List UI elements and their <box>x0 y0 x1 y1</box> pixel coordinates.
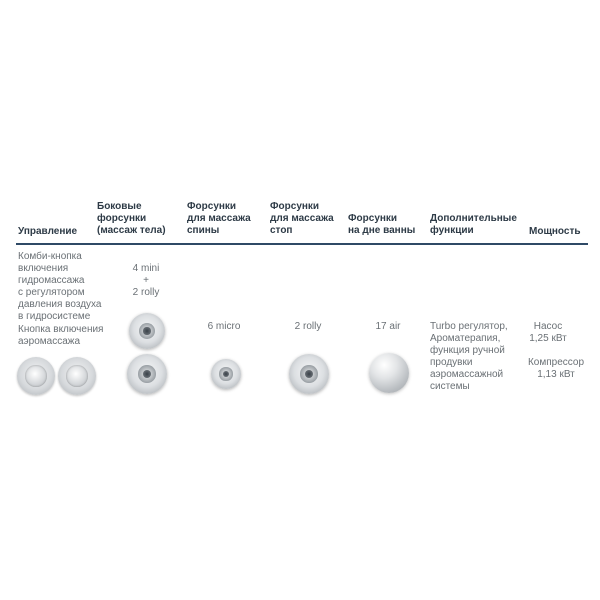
header-control: Управление <box>18 226 78 237</box>
header-feet-line3: стоп <box>270 225 293 236</box>
feet-jets-count: 2 rolly <box>294 321 322 332</box>
compressor-label: Компрессор <box>527 357 585 368</box>
rolly-jet-icon <box>127 354 167 394</box>
combo-line: Комби-кнопка <box>18 251 82 262</box>
header-feet-line1: Форсунки <box>270 201 320 212</box>
micro-jet-icon <box>211 359 241 389</box>
header-rule <box>16 243 588 245</box>
rolly-feet-jet-icon <box>289 354 329 394</box>
extra-line: Turbo регулятор, <box>430 321 508 332</box>
combo-line: включения <box>18 263 69 274</box>
combo-line: давления воздуха <box>18 299 102 310</box>
header-back-line3: спины <box>187 225 220 236</box>
header-feet-jets <box>270 201 334 237</box>
mini-jet-core <box>143 327 150 334</box>
extra-line: аэромассажной <box>430 369 504 380</box>
aero-line: аэромассажа <box>18 336 81 347</box>
aero-button-icon <box>58 357 96 395</box>
pump-power <box>518 321 578 345</box>
combo-line: с регулятором <box>18 287 85 298</box>
header-power: Мощность <box>529 226 581 237</box>
combo-line: гидромассажа <box>18 275 85 286</box>
combo-button-icon <box>17 357 55 395</box>
header-back-jets <box>187 201 251 237</box>
header-bottom-line1: Форсунки <box>348 213 398 224</box>
rolly-jet-core <box>143 370 151 378</box>
combo-button-face <box>25 365 46 386</box>
header-back-line2: для массажа <box>187 213 251 224</box>
header-bottom-line2: на дне ванны <box>348 225 416 236</box>
mini-jet-icon <box>129 313 165 349</box>
compressor-value: 1,13 кВт <box>537 369 575 380</box>
combo-line: в гидросистеме <box>18 311 91 322</box>
pump-label: Насос <box>533 321 563 332</box>
extra-line: продувки <box>430 357 473 368</box>
pump-value: 1,25 кВт <box>529 333 567 344</box>
back-jets-count: 6 micro <box>207 321 241 332</box>
aero-button-description <box>18 324 103 348</box>
air-jet-icon <box>369 353 409 393</box>
header-side-line2: форсунки <box>97 213 147 224</box>
extra-line: Ароматерапия, <box>430 333 501 344</box>
aero-button-face <box>66 365 87 386</box>
header-bottom-jets <box>348 213 415 237</box>
header-side-line1: Боковые <box>97 201 142 212</box>
header-back-line1: Форсунки <box>187 201 237 212</box>
side-count-line1: 4 mini <box>132 263 160 274</box>
header-side-line3: (массаж тела) <box>97 225 166 236</box>
micro-jet-core <box>223 371 229 377</box>
side-count-line2: + <box>143 275 149 286</box>
extra-line: функция ручной <box>430 345 505 356</box>
rolly-feet-jet-core <box>305 370 313 378</box>
combo-button-description <box>18 251 101 323</box>
header-extra-line1: Дополнительные <box>430 213 517 224</box>
side-count-line3: 2 rolly <box>132 287 160 298</box>
header-side-jets <box>97 201 166 237</box>
bottom-jets-count: 17 air <box>375 321 401 332</box>
extra-line: системы <box>430 381 470 392</box>
side-jets-count <box>118 263 174 299</box>
extra-functions-list <box>430 321 508 393</box>
compressor-power <box>520 357 592 381</box>
header-feet-line2: для массажа <box>270 213 334 224</box>
aero-line: Кнопка включения <box>18 324 104 335</box>
header-extra-line2: функции <box>430 225 474 236</box>
header-extra-functions <box>430 213 517 237</box>
